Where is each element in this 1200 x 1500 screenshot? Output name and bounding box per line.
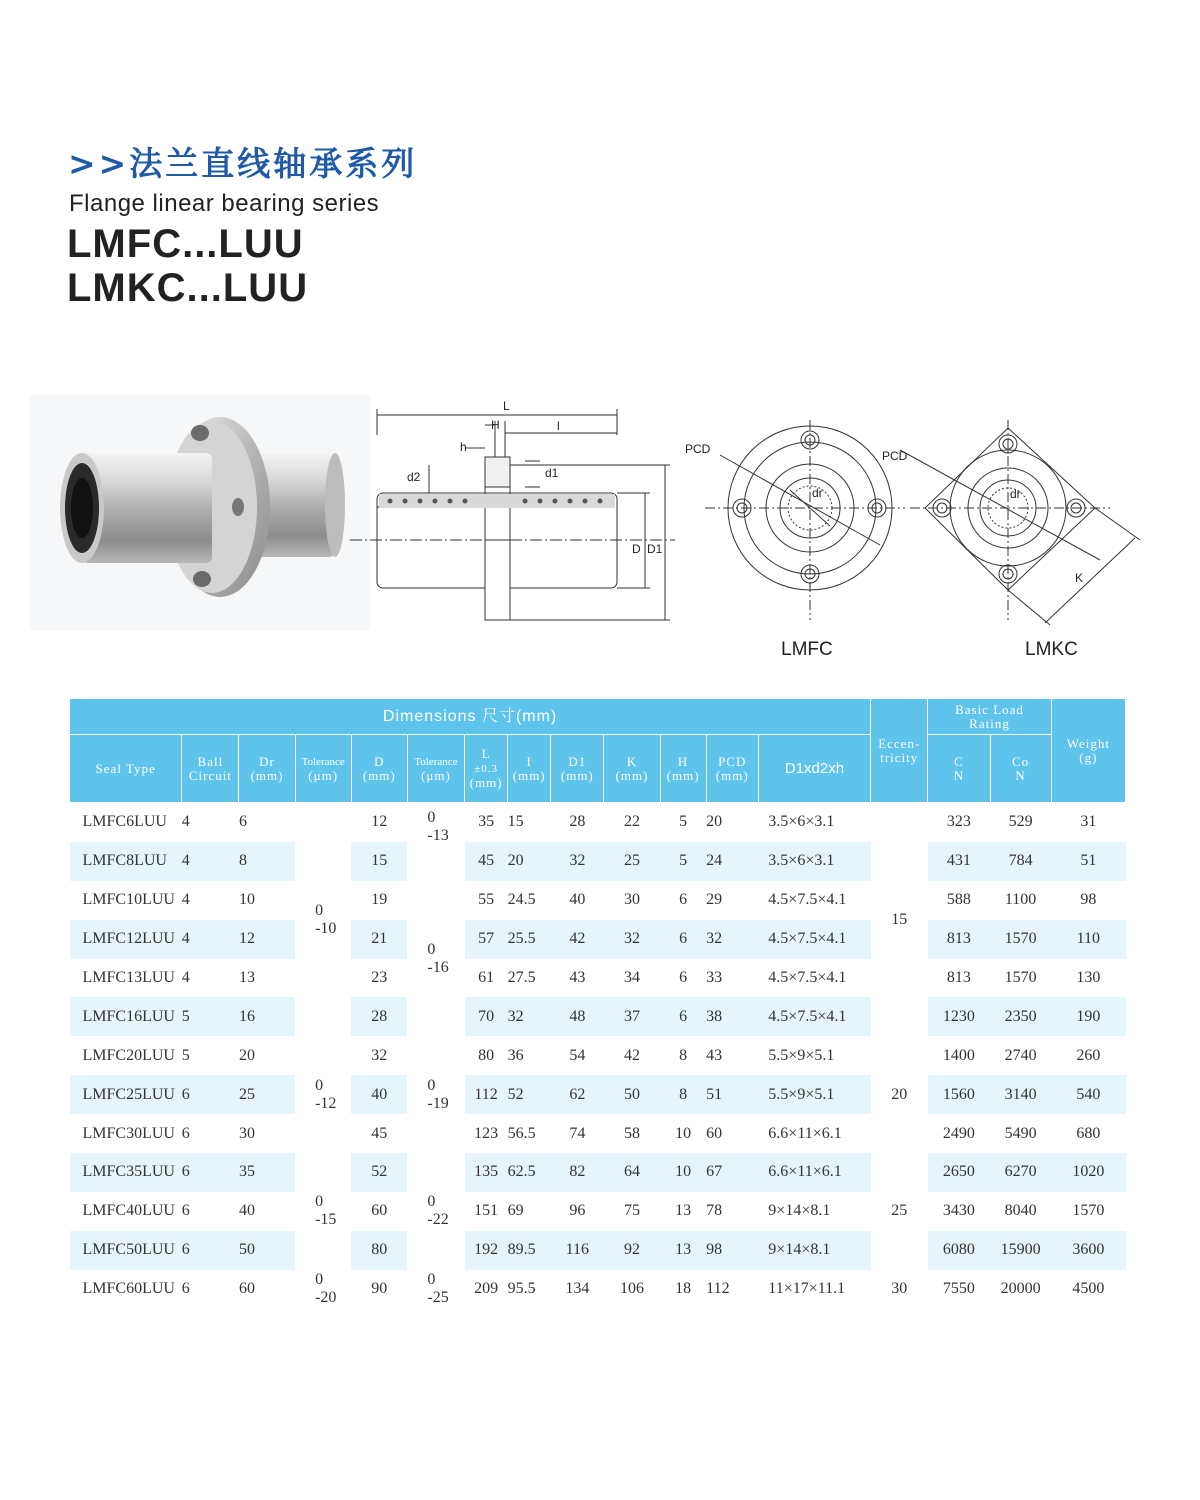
cell-model: LMFC35LUU bbox=[70, 1153, 182, 1192]
cell-c: 2490 bbox=[942, 1124, 975, 1142]
cell-d: 90 bbox=[371, 1280, 388, 1298]
cell-pcd: 24 bbox=[706, 842, 758, 881]
cell-h: 5 bbox=[679, 813, 688, 831]
title-chinese: >>法兰直线轴承系列 bbox=[68, 144, 418, 183]
table-row bbox=[70, 1114, 1126, 1153]
lmkc-front-view bbox=[880, 420, 1160, 650]
cell-eccentricity: 15 bbox=[891, 910, 908, 928]
cell-ball: 4 bbox=[182, 920, 239, 959]
cell-co: 20000 bbox=[1000, 1280, 1041, 1298]
cross-section-drawing bbox=[345, 395, 685, 635]
cell-d1: 54 bbox=[569, 1046, 586, 1064]
cell-weight: 1020 bbox=[1051, 1153, 1125, 1192]
cell-pcd: 78 bbox=[706, 1202, 723, 1220]
cell-ball: 4 bbox=[182, 842, 239, 881]
label-pcd-lmfc: PCD bbox=[685, 442, 711, 456]
cell-co: 1570 bbox=[1004, 969, 1037, 986]
cell-k: 37 bbox=[604, 997, 660, 1036]
cell-d1: 134 bbox=[565, 1280, 590, 1298]
cell-d: 45 bbox=[371, 1124, 388, 1142]
table-row bbox=[70, 1036, 1126, 1075]
header-k: K (mm) bbox=[604, 735, 660, 803]
cell-d-tolerance: 0 -19 bbox=[427, 1076, 449, 1112]
label-D: D bbox=[632, 542, 641, 556]
cell-model: LMFC6LUU bbox=[82, 813, 167, 831]
cell-i: 56.5 bbox=[507, 1124, 536, 1142]
cell-h: 10 bbox=[660, 1153, 706, 1192]
cell-h: 6 bbox=[660, 997, 706, 1036]
cell-h: 6 bbox=[679, 891, 688, 909]
cell-ball: 4 bbox=[181, 813, 190, 831]
cell-l: 151 bbox=[474, 1202, 499, 1220]
cell-dr: 16 bbox=[239, 997, 295, 1036]
cell-d1: 48 bbox=[551, 997, 604, 1036]
cell-co: 1100 bbox=[1004, 891, 1037, 909]
header-c: C N bbox=[928, 735, 990, 803]
cell-co: 1570 bbox=[990, 920, 1051, 959]
cell-bolt: 5.5×9×5.1 bbox=[758, 1075, 870, 1114]
cell-ball: 6 bbox=[182, 1075, 239, 1114]
cell-h: 8 bbox=[660, 1075, 706, 1114]
cell-ball: 6 bbox=[181, 1124, 190, 1142]
cell-co: 2350 bbox=[990, 997, 1051, 1036]
cell-model: LMFC30LUU bbox=[82, 1124, 175, 1142]
cell-i: 24.5 bbox=[507, 891, 536, 909]
cell-d: 28 bbox=[351, 997, 407, 1036]
cell-d1: 96 bbox=[569, 1202, 586, 1220]
caption-lmfc: LMFC bbox=[781, 639, 833, 660]
cell-dr: 60 bbox=[238, 1280, 255, 1298]
cell-d: 19 bbox=[371, 891, 388, 909]
cell-ball: 6 bbox=[182, 1231, 239, 1270]
cell-dr-tolerance: 0 -15 bbox=[315, 1193, 337, 1229]
header-i: I (mm) bbox=[508, 735, 551, 803]
cell-d-tolerance: 0 -16 bbox=[427, 940, 449, 976]
cell-bolt: 9×14×8.1 bbox=[768, 1202, 831, 1220]
header-d: D (mm) bbox=[351, 735, 407, 803]
cell-model: LMFC13LUU bbox=[82, 969, 175, 986]
cell-pcd: 60 bbox=[706, 1124, 723, 1142]
cell-d: 15 bbox=[351, 842, 407, 881]
cell-bolt: 4.5×7.5×4.1 bbox=[768, 891, 847, 909]
cell-co: 15900 bbox=[990, 1231, 1051, 1270]
cell-h: 6 bbox=[660, 920, 706, 959]
cell-h: 13 bbox=[660, 1231, 706, 1270]
table-row bbox=[70, 842, 1126, 881]
cell-k: 58 bbox=[623, 1124, 640, 1142]
cell-i: 52 bbox=[508, 1075, 551, 1114]
cell-weight: 540 bbox=[1051, 1075, 1125, 1114]
label-h: h bbox=[460, 440, 467, 454]
cell-dr: 50 bbox=[239, 1231, 295, 1270]
cell-c: 813 bbox=[946, 969, 971, 986]
table-row bbox=[70, 997, 1126, 1036]
header-bolt-hole: D1xd2xh bbox=[758, 735, 870, 803]
cell-ball: 6 bbox=[182, 1153, 239, 1192]
cell-h: 18 bbox=[675, 1280, 692, 1298]
cell-pcd: 51 bbox=[706, 1075, 758, 1114]
cell-weight: 3600 bbox=[1051, 1231, 1125, 1270]
cell-d-tolerance: 0 -13 bbox=[427, 809, 449, 844]
label-dr-lmfc: dr bbox=[812, 486, 823, 500]
cell-c: 431 bbox=[928, 842, 990, 881]
cell-pcd: 20 bbox=[706, 813, 723, 831]
cell-l: 80 bbox=[478, 1046, 495, 1064]
cell-model: LMFC12LUU bbox=[70, 920, 182, 959]
cell-l: 192 bbox=[465, 1231, 508, 1270]
cell-k: 32 bbox=[604, 920, 660, 959]
cell-bolt: 5.5×9×5.1 bbox=[768, 1046, 835, 1064]
cell-i: 25.5 bbox=[508, 920, 551, 959]
table-row bbox=[70, 920, 1126, 959]
cell-l: 45 bbox=[465, 842, 508, 881]
label-H: H bbox=[491, 418, 500, 432]
cell-i: 95.5 bbox=[507, 1280, 536, 1298]
label-pcd-lmkc: PCD bbox=[882, 449, 908, 463]
cell-i: 89.5 bbox=[508, 1231, 551, 1270]
cell-ball: 4 bbox=[181, 969, 190, 986]
cell-eccentricity: 30 bbox=[891, 1280, 908, 1298]
cell-d: 32 bbox=[371, 1046, 388, 1064]
cell-l: 55 bbox=[478, 891, 495, 909]
header-l: L ±0.3 (mm) bbox=[465, 735, 508, 803]
cell-co: 5490 bbox=[1004, 1124, 1037, 1142]
cell-k: 92 bbox=[604, 1231, 660, 1270]
cell-co: 8040 bbox=[1004, 1202, 1037, 1220]
cell-weight: 4500 bbox=[1072, 1280, 1105, 1298]
header-eccentricity: Eccen- tricity bbox=[871, 699, 928, 803]
model-series-lmfc: LMFC...LUU bbox=[67, 222, 304, 266]
cell-c: 813 bbox=[928, 920, 990, 959]
cell-model: LMFC20LUU bbox=[82, 1046, 175, 1064]
cell-bolt: 3.5×6×3.1 bbox=[758, 842, 870, 881]
cell-dr: 35 bbox=[239, 1153, 295, 1192]
cell-k: 75 bbox=[623, 1202, 640, 1220]
cell-h: 6 bbox=[679, 969, 688, 986]
cell-co: 529 bbox=[1008, 813, 1033, 831]
cell-model: LMFC60LUU bbox=[82, 1280, 175, 1298]
label-L: L bbox=[503, 399, 510, 413]
label-dr-lmkc: dr bbox=[1010, 487, 1021, 501]
cell-bolt: 4.5×7.5×4.1 bbox=[758, 920, 870, 959]
cell-bolt: 11×17×11.1 bbox=[768, 1280, 846, 1298]
table-row bbox=[70, 1075, 1126, 1114]
cell-ball: 4 bbox=[181, 891, 190, 909]
cell-c: 323 bbox=[946, 813, 971, 831]
cell-d: 21 bbox=[351, 920, 407, 959]
cell-co: 2740 bbox=[1004, 1046, 1037, 1064]
cell-weight: 130 bbox=[1076, 969, 1101, 986]
header-ball-circuit: Ball Circuit bbox=[182, 735, 239, 803]
cell-dr: 6 bbox=[238, 813, 247, 831]
cell-k: 64 bbox=[604, 1153, 660, 1192]
cell-ball: 6 bbox=[181, 1280, 190, 1298]
cell-model: LMFC10LUU bbox=[82, 891, 175, 909]
cell-c: 2650 bbox=[928, 1153, 990, 1192]
cell-k: 106 bbox=[619, 1280, 644, 1298]
specification-table bbox=[69, 698, 1126, 1309]
title-english: Flange linear bearing series bbox=[69, 190, 380, 217]
table-row bbox=[70, 1192, 1126, 1231]
cell-d: 60 bbox=[371, 1202, 388, 1220]
cell-d1: 32 bbox=[551, 842, 604, 881]
cell-k: 25 bbox=[604, 842, 660, 881]
cell-l: 61 bbox=[478, 969, 495, 986]
cell-dr: 40 bbox=[238, 1202, 255, 1220]
header-dr-tolerance: Tolerance (μm) bbox=[295, 735, 351, 803]
label-d1: d1 bbox=[545, 466, 559, 480]
table-row bbox=[70, 1153, 1126, 1192]
cell-pcd: 112 bbox=[706, 1280, 730, 1298]
cell-c: 1560 bbox=[928, 1075, 990, 1114]
table-row bbox=[70, 881, 1126, 920]
cell-i: 27.5 bbox=[507, 969, 536, 986]
cell-dr-tolerance: 0 -20 bbox=[315, 1271, 337, 1307]
cell-d1: 42 bbox=[551, 920, 604, 959]
cell-bolt: 6.6×11×6.1 bbox=[768, 1124, 842, 1142]
cell-dr: 13 bbox=[238, 969, 255, 986]
cell-l: 57 bbox=[465, 920, 508, 959]
header-dr: Dr (mm) bbox=[239, 735, 295, 803]
cell-pcd: 29 bbox=[706, 891, 723, 909]
cell-co: 784 bbox=[990, 842, 1051, 881]
label-D1: D1 bbox=[647, 542, 663, 556]
table-row bbox=[70, 1231, 1126, 1270]
cell-dr: 25 bbox=[239, 1075, 295, 1114]
cell-c: 7550 bbox=[942, 1280, 975, 1298]
header-co: Co N bbox=[990, 735, 1051, 803]
cell-dr: 12 bbox=[239, 920, 295, 959]
cell-dr: 10 bbox=[238, 891, 255, 909]
cell-h: 10 bbox=[675, 1124, 692, 1142]
cell-h: 13 bbox=[675, 1202, 692, 1220]
header-basic-load-rating: Basic Load Rating bbox=[928, 699, 1051, 735]
header-d1: D1 (mm) bbox=[551, 735, 604, 803]
cell-i: 20 bbox=[508, 842, 551, 881]
cell-k: 22 bbox=[623, 813, 640, 831]
cell-pcd: 32 bbox=[706, 920, 758, 959]
cell-h: 5 bbox=[660, 842, 706, 881]
cell-i: 36 bbox=[507, 1046, 524, 1064]
cell-model: LMFC25LUU bbox=[70, 1075, 182, 1114]
header-d-tolerance: Tolerance (μm) bbox=[407, 735, 464, 803]
bearing-photo bbox=[30, 395, 370, 630]
cell-d1: 62 bbox=[551, 1075, 604, 1114]
cell-c: 588 bbox=[946, 891, 971, 909]
cell-pcd: 98 bbox=[706, 1231, 758, 1270]
cell-bolt: 4.5×7.5×4.1 bbox=[768, 969, 847, 986]
cell-weight: 260 bbox=[1076, 1046, 1101, 1064]
cell-l: 70 bbox=[465, 997, 508, 1036]
cell-pcd: 38 bbox=[706, 997, 758, 1036]
model-series-lmkc: LMKC...LUU bbox=[67, 266, 309, 310]
cell-l: 123 bbox=[474, 1124, 499, 1142]
cell-dr: 20 bbox=[238, 1046, 255, 1064]
cell-eccentricity: 25 bbox=[891, 1202, 908, 1220]
cell-d1: 74 bbox=[569, 1124, 586, 1142]
cell-c: 1400 bbox=[942, 1046, 975, 1064]
cell-eccentricity: 20 bbox=[891, 1085, 908, 1103]
cell-dr: 8 bbox=[239, 842, 295, 881]
header-dimensions: Dimensions 尺寸(mm) bbox=[70, 699, 871, 735]
cell-d: 23 bbox=[371, 969, 388, 986]
cell-pcd: 43 bbox=[706, 1046, 723, 1064]
cell-d: 12 bbox=[371, 813, 388, 831]
cell-k: 30 bbox=[623, 891, 640, 909]
cell-weight: 31 bbox=[1080, 813, 1097, 831]
cell-d: 52 bbox=[351, 1153, 407, 1192]
header-pcd: PCD (mm) bbox=[706, 735, 758, 803]
cell-c: 1230 bbox=[928, 997, 990, 1036]
cell-model: LMFC40LUU bbox=[82, 1202, 175, 1220]
cell-weight: 1570 bbox=[1072, 1202, 1105, 1220]
cell-weight: 51 bbox=[1051, 842, 1125, 881]
cell-bolt: 3.5×6×3.1 bbox=[768, 813, 835, 831]
table-row bbox=[70, 959, 1126, 998]
cell-d1: 43 bbox=[569, 969, 586, 986]
cell-d1: 40 bbox=[569, 891, 586, 909]
cell-pcd: 67 bbox=[706, 1153, 758, 1192]
cell-dr-tolerance: 0 -12 bbox=[315, 1076, 337, 1112]
header-weight: Weight (g) bbox=[1051, 699, 1125, 803]
cell-bolt: 4.5×7.5×4.1 bbox=[758, 997, 870, 1036]
cell-model: LMFC16LUU bbox=[70, 997, 182, 1036]
cell-k: 50 bbox=[604, 1075, 660, 1114]
cell-weight: 190 bbox=[1051, 997, 1125, 1036]
cell-dr: 30 bbox=[238, 1124, 255, 1142]
cell-i: 62.5 bbox=[508, 1153, 551, 1192]
cell-ball: 5 bbox=[182, 997, 239, 1036]
caption-lmkc: LMKC bbox=[1025, 639, 1078, 660]
cell-d1: 82 bbox=[551, 1153, 604, 1192]
cell-c: 6080 bbox=[928, 1231, 990, 1270]
cell-k: 42 bbox=[623, 1046, 640, 1064]
cell-d1: 116 bbox=[551, 1231, 604, 1270]
cell-c: 3430 bbox=[942, 1202, 975, 1220]
label-d2: d2 bbox=[407, 470, 421, 484]
cell-d1: 28 bbox=[569, 813, 586, 831]
cell-h: 8 bbox=[679, 1046, 688, 1064]
cell-weight: 110 bbox=[1051, 920, 1125, 959]
cell-ball: 5 bbox=[181, 1046, 190, 1064]
cell-i: 15 bbox=[507, 813, 524, 831]
table-row bbox=[70, 803, 1126, 842]
label-l: l bbox=[557, 419, 560, 433]
cell-co: 3140 bbox=[990, 1075, 1051, 1114]
cell-pcd: 33 bbox=[706, 969, 723, 986]
cell-i: 32 bbox=[508, 997, 551, 1036]
label-k: K bbox=[1075, 571, 1084, 585]
cell-ball: 6 bbox=[181, 1202, 190, 1220]
cell-d: 80 bbox=[351, 1231, 407, 1270]
cell-model: LMFC50LUU bbox=[70, 1231, 182, 1270]
cell-l: 112 bbox=[465, 1075, 508, 1114]
cell-d: 40 bbox=[351, 1075, 407, 1114]
cell-co: 6270 bbox=[990, 1153, 1051, 1192]
cell-bolt: 9×14×8.1 bbox=[758, 1231, 870, 1270]
cell-d-tolerance: 0 -25 bbox=[427, 1271, 449, 1307]
cell-weight: 680 bbox=[1076, 1124, 1101, 1142]
header-h: H (mm) bbox=[660, 735, 706, 803]
cell-model: LMFC8LUU bbox=[70, 842, 182, 881]
cell-l: 35 bbox=[478, 813, 495, 831]
cell-dr-tolerance: 0 -10 bbox=[315, 901, 337, 937]
cell-bolt: 6.6×11×6.1 bbox=[758, 1153, 870, 1192]
header-seal-type: Seal Type bbox=[70, 735, 182, 803]
cell-l: 209 bbox=[474, 1280, 499, 1298]
cell-d-tolerance: 0 -22 bbox=[427, 1193, 449, 1229]
table-row bbox=[70, 1270, 1126, 1309]
cell-k: 34 bbox=[623, 969, 640, 986]
cell-weight: 98 bbox=[1080, 891, 1097, 909]
cell-l: 135 bbox=[465, 1153, 508, 1192]
cell-i: 69 bbox=[507, 1202, 524, 1220]
